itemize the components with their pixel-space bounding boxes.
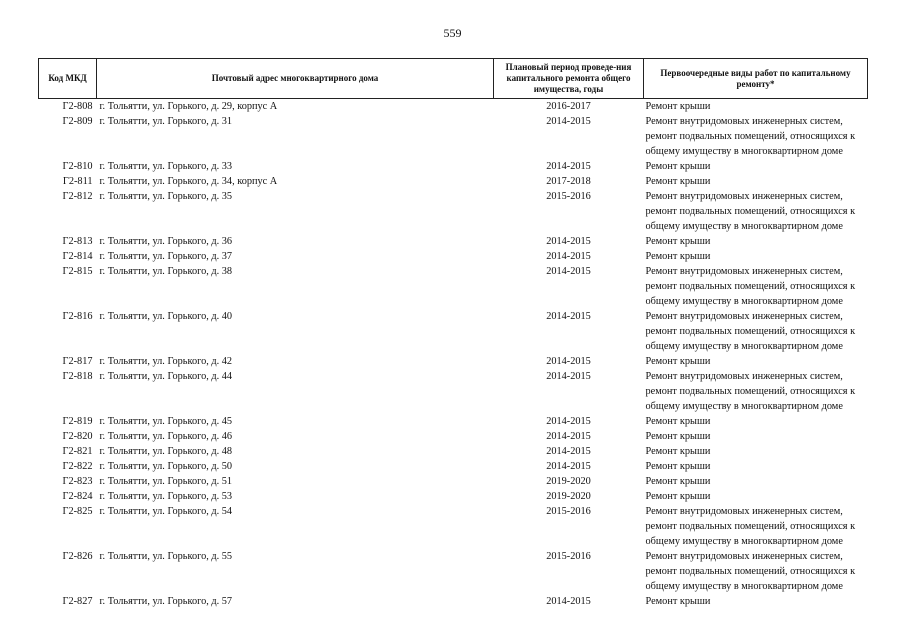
works-line: Ремонт внутридомовых инженерных систем, [645,116,843,127]
works-cell [644,189,868,234]
works-line: Ремонт крыши [645,491,711,502]
page-number: 559 [443,26,462,40]
mkd-code-cell: Г2-815 [62,266,93,277]
works-line: Ремонт крыши [645,476,711,487]
address-cell: г. Тольятти, ул. Горького, д. 44 [99,371,233,382]
works-line: общему имуществу в многоквартирном доме [645,146,843,157]
address-cell: г. Тольятти, ул. Горького, д. 42 [99,356,233,367]
address-cell: г. Тольятти, ул. Горького, д. 37 [99,251,233,262]
works-line: Ремонт крыши [645,251,711,262]
repair-period-cell: 2014-2015 [546,416,591,427]
table-header [39,59,868,99]
table-row [39,249,868,264]
mkd-code-cell: Г2-826 [62,551,93,562]
header-code: Код МКД [39,59,97,99]
address-cell: г. Тольятти, ул. Горького, д. 54 [99,506,233,517]
repair-period-cell: 2014-2015 [546,431,591,442]
repair-period-cell: 2014-2015 [546,311,591,322]
table-row [39,114,868,159]
repair-period-cell: 2014-2015 [546,371,591,382]
works-line: Ремонт крыши [645,461,711,472]
works-cell [644,444,868,459]
works-line: Ремонт внутридомовых инженерных систем, [645,551,843,562]
works-cell [644,249,868,264]
table-row [39,189,868,234]
table-row [39,594,868,609]
table-row [39,369,868,414]
works-line: общему имуществу в многоквартирном доме [645,581,843,592]
works-line: Ремонт крыши [645,431,711,442]
address-cell: г. Тольятти, ул. Горького, д. 34, корпус А [99,176,278,187]
table-row [39,414,868,429]
mkd-code-cell: Г2-810 [62,161,93,172]
address-cell: г. Тольятти, ул. Горького, д. 36 [99,236,233,247]
mkd-code-cell: Г2-823 [62,476,93,487]
address-cell: г. Тольятти, ул. Горького, д. 31 [99,116,233,127]
repair-period-cell: 2019-2020 [546,491,591,502]
repair-period-cell: 2014-2015 [546,446,591,457]
address-cell: г. Тольятти, ул. Горького, д. 55 [99,551,233,562]
header-row [39,59,868,99]
mkd-code-cell: Г2-816 [62,311,93,322]
works-cell [644,474,868,489]
repair-period-cell: 2015-2016 [546,191,591,202]
table-row [39,429,868,444]
mkd-code-cell: Г2-818 [62,371,93,382]
works-line: Ремонт внутридомовых инженерных систем, [645,371,843,382]
works-line: Ремонт крыши [645,161,711,172]
address-cell: г. Тольятти, ул. Горького, д. 40 [99,311,233,322]
works-cell [644,369,868,414]
works-cell [644,354,868,369]
address-cell: г. Тольятти, ул. Горького, д. 46 [99,431,233,442]
table-row [39,459,868,474]
mkd-code-cell: Г2-825 [62,506,93,517]
works-line: общему имуществу в многоквартирном доме [645,401,843,412]
capital-repair-table [38,58,868,609]
address-cell: г. Тольятти, ул. Горького, д. 38 [99,266,233,277]
mkd-code-cell: Г2-824 [62,491,93,502]
table-row [39,234,868,249]
table-row [39,174,868,189]
table-row [39,474,868,489]
repair-period-cell: 2016-2017 [546,101,591,112]
table-body [39,99,868,610]
address-cell: г. Тольятти, ул. Горького, д. 51 [99,476,233,487]
repair-period-cell: 2015-2016 [546,551,591,562]
table-row [39,504,868,549]
works-line: Ремонт крыши [645,596,711,607]
address-cell: г. Тольятти, ул. Горького, д. 29, корпус А [99,101,278,112]
works-cell [644,489,868,504]
mkd-code-cell: Г2-822 [62,461,93,472]
mkd-code-cell: Г2-817 [62,356,93,367]
mkd-code-cell: Г2-812 [62,191,93,202]
works-cell [644,159,868,174]
works-line: Ремонт крыши [645,101,711,112]
works-line: общему имуществу в многоквартирном доме [645,341,843,352]
mkd-code-cell: Г2-808 [62,101,93,112]
address-cell: г. Тольятти, ул. Горького, д. 57 [99,596,233,607]
works-line: ремонт подвальных помещений, относящихся к [645,566,856,577]
repair-period-cell: 2014-2015 [546,356,591,367]
repair-period-cell: 2019-2020 [546,476,591,487]
table-row [39,549,868,594]
address-cell: г. Тольятти, ул. Горького, д. 35 [99,191,233,202]
works-line: Ремонт крыши [645,446,711,457]
works-cell [644,264,868,309]
repair-period-cell: 2014-2015 [546,266,591,277]
works-line: Ремонт крыши [645,356,711,367]
mkd-code-cell: Г2-827 [62,596,93,607]
works-line: ремонт подвальных помещений, относящихся к [645,521,856,532]
works-line: общему имуществу в многоквартирном доме [645,296,843,307]
table-row [39,354,868,369]
table-row [39,489,868,504]
address-cell: г. Тольятти, ул. Горького, д. 53 [99,491,233,502]
works-line: ремонт подвальных помещений, относящихся к [645,281,856,292]
table-row [39,264,868,309]
works-line: ремонт подвальных помещений, относящихся к [645,386,856,397]
works-line: Ремонт крыши [645,176,711,187]
works-cell [644,429,868,444]
repair-period-cell: 2014-2015 [546,161,591,172]
works-line: Ремонт внутридомовых инженерных систем, [645,266,843,277]
address-cell: г. Тольятти, ул. Горького, д. 33 [99,161,233,172]
works-line: ремонт подвальных помещений, относящихся к [645,206,856,217]
repair-period-cell: 2014-2015 [546,461,591,472]
mkd-code-cell: Г2-820 [62,431,93,442]
works-line: Ремонт внутридомовых инженерных систем, [645,506,843,517]
repair-period-cell: 2014-2015 [546,596,591,607]
works-line: Ремонт крыши [645,236,711,247]
header-works: Первоочередные виды работ по капитальному ремонту* [644,59,868,99]
works-line: Ремонт крыши [645,416,711,427]
works-line: Ремонт внутридомовых инженерных систем, [645,191,843,202]
mkd-code-cell: Г2-821 [62,446,93,457]
works-cell [644,99,868,115]
table-row [39,444,868,459]
works-cell [644,459,868,474]
address-cell: г. Тольятти, ул. Горького, д. 45 [99,416,233,427]
repair-period-cell: 2017-2018 [546,176,591,187]
works-line: Ремонт внутридомовых инженерных систем, [645,311,843,322]
works-cell [644,504,868,549]
mkd-code-cell: Г2-809 [62,116,93,127]
works-line: общему имуществу в многоквартирном доме [645,221,843,232]
table-row [39,99,868,115]
address-cell: г. Тольятти, ул. Горького, д. 50 [99,461,233,472]
address-cell: г. Тольятти, ул. Горького, д. 48 [99,446,233,457]
works-line: ремонт подвальных помещений, относящихся к [645,131,856,142]
table-row [39,309,868,354]
works-line: ремонт подвальных помещений, относящихся к [645,326,856,337]
mkd-code-cell: Г2-819 [62,416,93,427]
header-address: Почтовый адрес многоквартирного дома [97,59,494,99]
mkd-code-cell: Г2-814 [62,251,93,262]
works-cell [644,549,868,594]
repair-period-cell: 2014-2015 [546,251,591,262]
works-cell [644,309,868,354]
repair-period-cell: 2015-2016 [546,506,591,517]
repair-period-cell: 2014-2015 [546,236,591,247]
works-cell [644,174,868,189]
repair-period-cell: 2014-2015 [546,116,591,127]
header-period: Плановый период проведе-ния капитального ремонта общего имущества, годы [494,59,644,99]
works-cell [644,414,868,429]
works-cell [644,594,868,609]
works-cell [644,114,868,159]
works-cell [644,234,868,249]
mkd-code-cell: Г2-813 [62,236,93,247]
table-row [39,159,868,174]
works-line: общему имуществу в многоквартирном доме [645,536,843,547]
mkd-code-cell: Г2-811 [62,176,93,187]
